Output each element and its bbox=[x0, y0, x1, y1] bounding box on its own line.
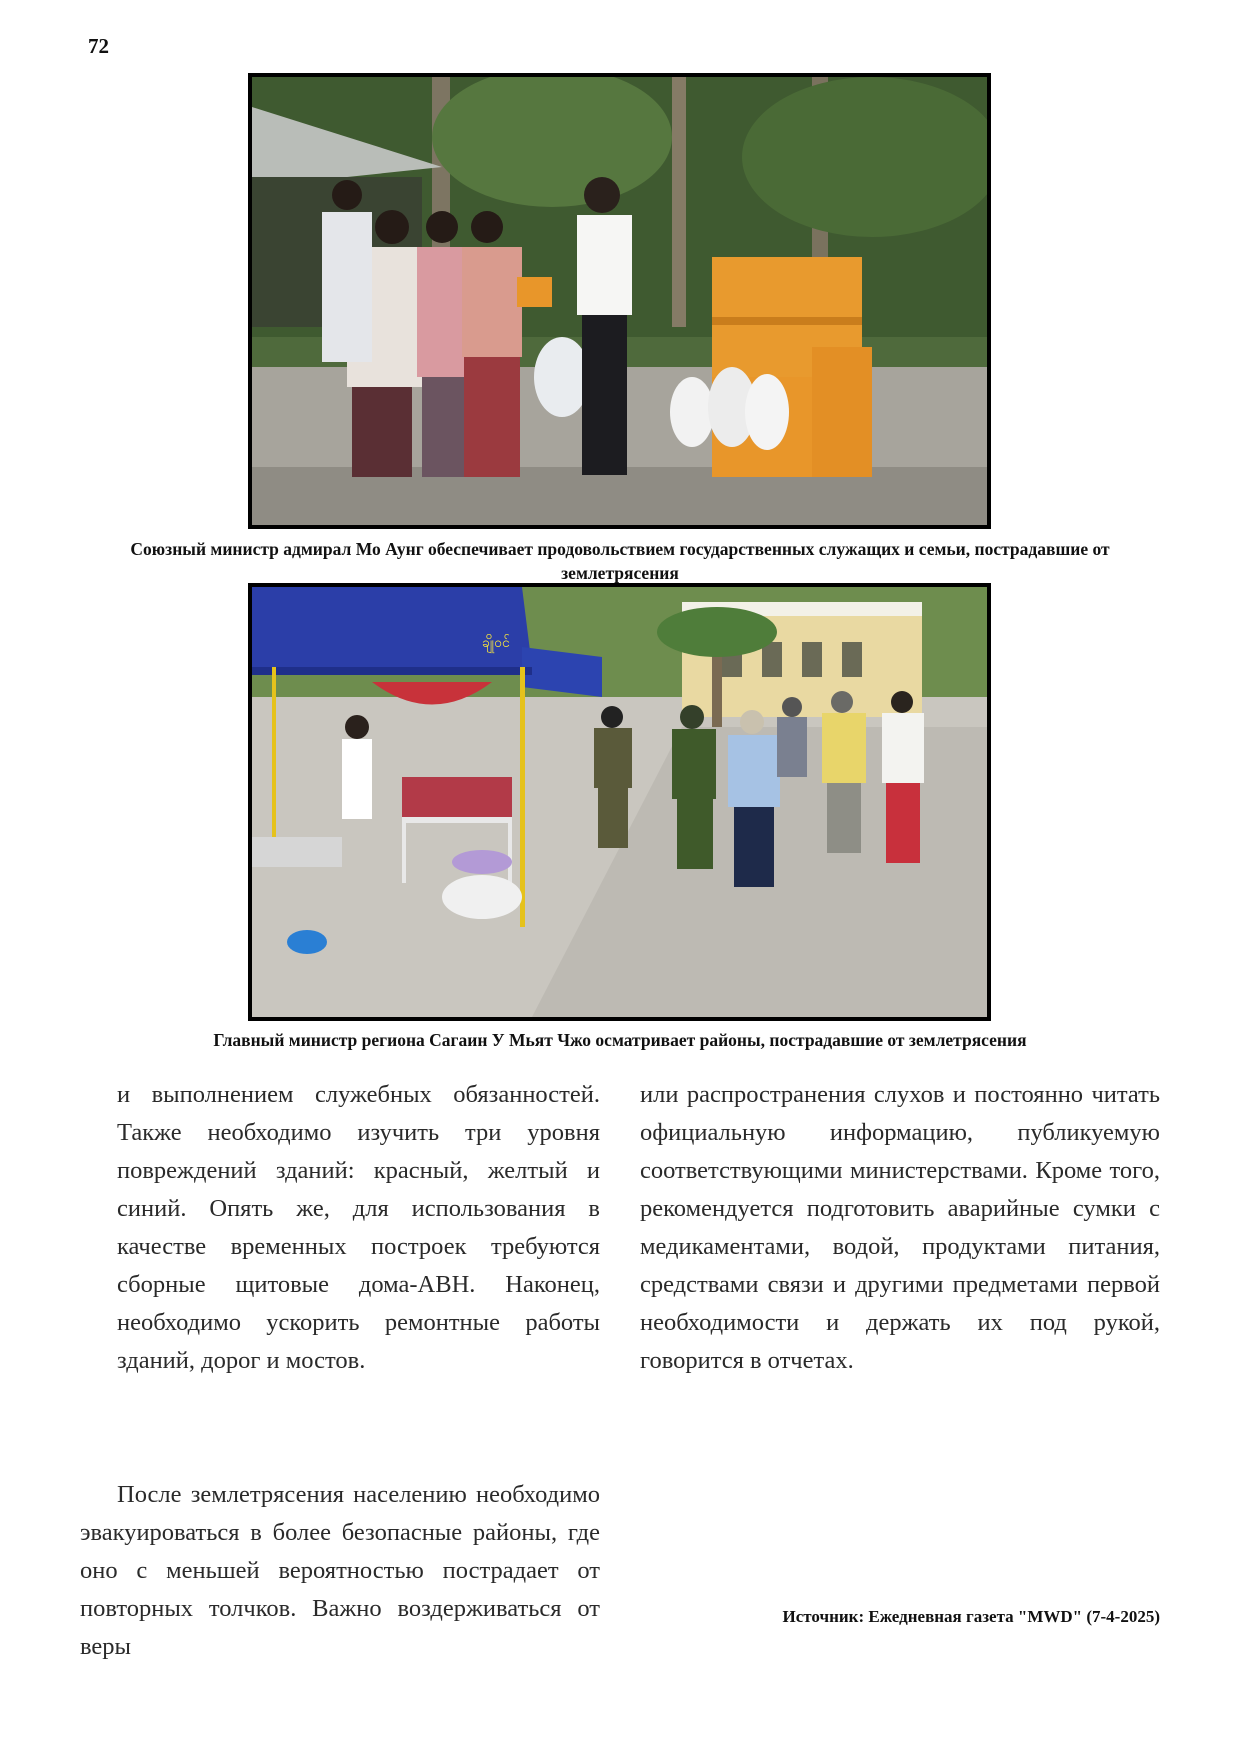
photo-food-distribution-illustration bbox=[252, 77, 987, 525]
article-right-column bbox=[640, 1076, 1160, 1380]
photo-inspection-illustration bbox=[252, 587, 987, 1017]
photo-food-distribution bbox=[248, 73, 991, 529]
photo-caption-1: Союзный министр адмирал Мо Аунг обеспечивает продовольствием государственных служащих и семьи, пострадавшие от землетрясения bbox=[130, 539, 1110, 583]
article-left-column-paragraph-2 bbox=[80, 1476, 600, 1666]
page-number: 72 bbox=[88, 34, 109, 58]
article-paragraph: или распространения слухов и постоянно читать официальную информацию, публикуемую соответствующими министерствами. Кроме того, рекомендуется подготовить аварийные сумки с медикаментами, водой, продуктами питания, средствами связи и другими предметами первой необходимости и держать их под рукой, говорится в отчетах. bbox=[640, 1081, 1160, 1374]
source-note: Источник: Ежедневная газета "MWD" (7-4-2025) bbox=[782, 1607, 1160, 1626]
photo-inspection bbox=[248, 583, 991, 1021]
photo-caption-2: Главный министр региона Сагаин У Мьят Чжо осматривает районы, пострадавшие от землетрясения bbox=[213, 1030, 1027, 1050]
article-paragraph: После землетрясения населению необходимо эвакуироваться в более безопасные районы, где оно с меньшей вероятностью пострадает от повторных толчков. Важно воздерживаться от веры bbox=[80, 1481, 600, 1660]
tent-sign-text: ချိုဝင် bbox=[482, 635, 510, 651]
article-paragraph: и выполнением служебных обязанностей. Также необходимо изучить три уровня повреждений зданий: красный, желтый и синий. Опять же, для использования в качестве временных построек требуются сборные щитовые дома-ABH. Наконец, необходимо ускорить ремонтные работы зданий, дорог и мостов. bbox=[117, 1081, 600, 1374]
article-left-column-paragraph-1 bbox=[117, 1076, 600, 1380]
